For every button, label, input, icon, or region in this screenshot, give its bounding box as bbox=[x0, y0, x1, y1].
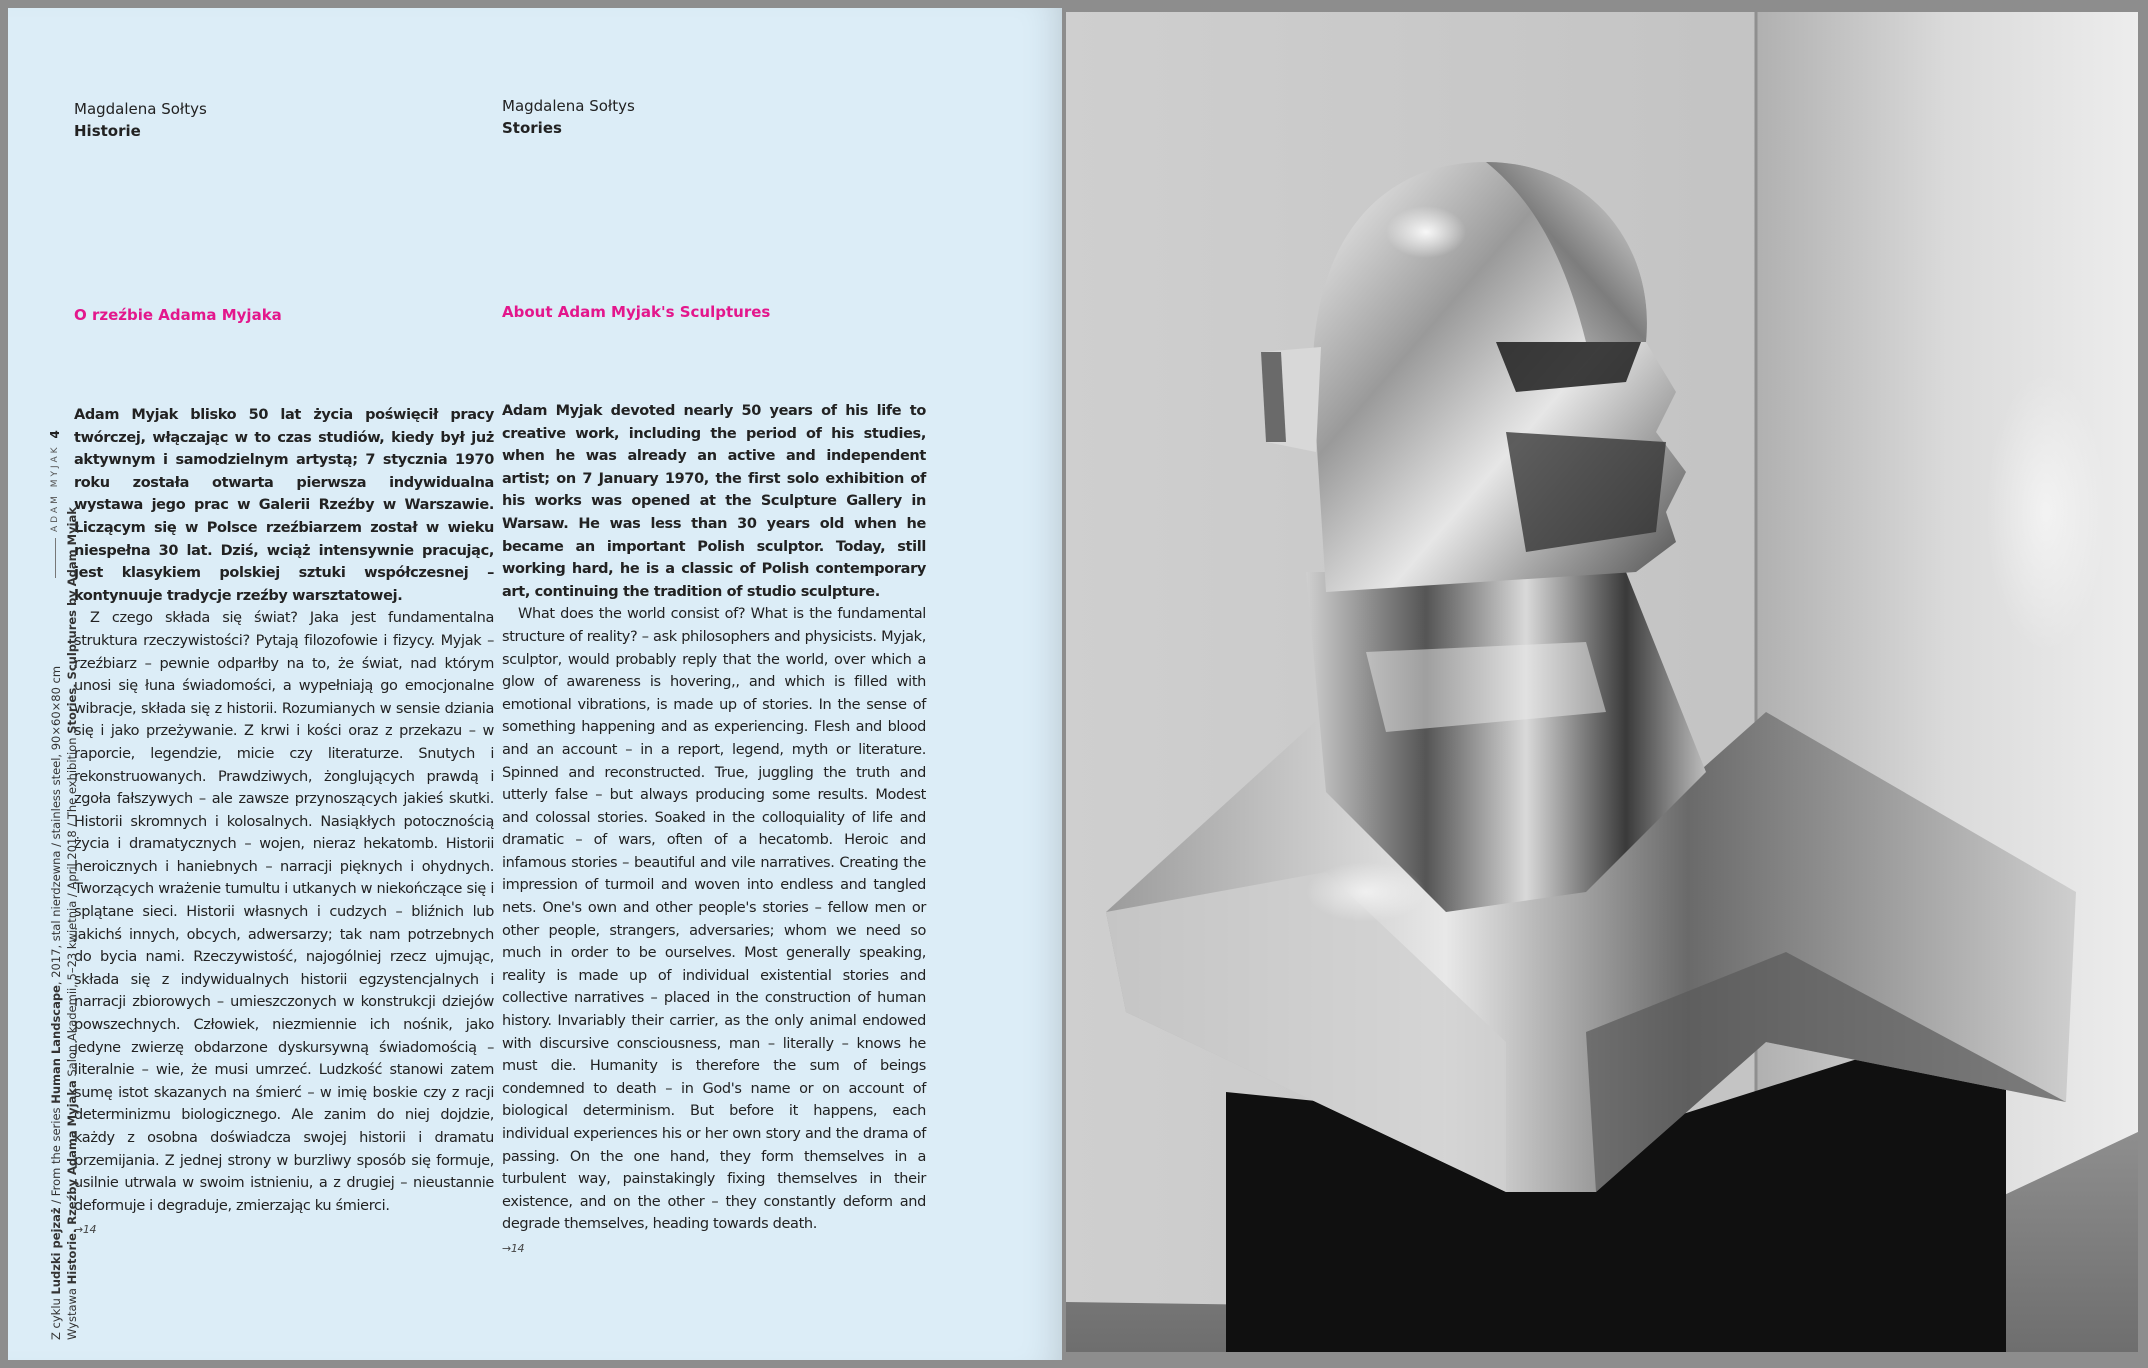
page-number: 4 bbox=[48, 430, 62, 439]
title-pl: Historie bbox=[74, 122, 141, 140]
continued-marker-en: →14 bbox=[502, 1241, 525, 1255]
author-en: Magdalena Sołtys bbox=[502, 97, 635, 115]
caption-line-2: Wystawa Historie. Rzeźby Adama Myjaka Salon Akademii, 5–23 kwietnia / April 2018 / The exhibition Stories. Sculptures by Adam Myjak bbox=[65, 507, 79, 1340]
running-head-name: ADAM MYJAK bbox=[50, 444, 60, 532]
section-heading-en: About Adam Myjak's Sculptures bbox=[502, 303, 771, 321]
photo-caption bbox=[48, 507, 80, 1340]
left-page bbox=[8, 8, 1062, 1360]
body-paragraph-pl: Z czego składa się świat? Jaka jest fundamentalna struktura rzeczywistości? Pytają filozofowie i fizycy. Myjak – rzeźbiarz – pewnie odparłby na to, że świat, nad którym unosi się łuna świadomości, a wypełniają go emocjonalne wibracje, składa się z historii. Rozumianych w sensie dziania się i jako przeżywanie. Z krwi i kości oraz z przekazu – w raporcie, legendzie, micie czy literaturze. Snutych i rekonstruowanych. Prawdziwych, żonglujących prawdą i zgoła fałszywych – ale zawsze przynoszących jakieś skutki. Historii skromnych i kolosalnych. Nasiąkłych potocznością życia i dramatycznych – wojen, nieraz hekatomb. Historii heroicznych i haniebnych – narracji pięknych i ohydnych. Tworzących wrażenie tumultu i utkanych w niekończące się i splątane sieci. Historii własnych i cudzych – bliźnich lub jakichś innych, obcych, adwersarzy; tak nam potrzebnych do bycia nami. Rzeczywistość, najogólniej rzecz ujmując, składa się z indywidualnych historii egzystencjalnych i narracji zbiorowych – umieszczonych w konstrukcji dziejów powszechnych. Człowiek, niezmiennie ich nośnik, jako jedyne zwierzę obdarzone dyskursywną świadomością – literalnie – wie, że musi umrzeć. Ludzkość stanowi zatem sumę istot skazanych na śmierć – w imię boskie czy z racji determinizmu biologicznego. Ale zanim do niej dojdzie, każdy z osobna doświadcza swojej historii i dramatu przemijania. Z jednej strony w burzliwy sposób się formuje, usilnie utrwala w swoim istnieniu, a z drugiej – nieustannie deformuje i degraduje, zmierzając ku śmierci. bbox=[74, 610, 494, 1214]
section-heading-pl: O rzeźbie Adama Myjaka bbox=[74, 306, 282, 324]
face-lower-shadow bbox=[1506, 432, 1666, 552]
text-column-en bbox=[502, 400, 926, 1261]
author-pl: Magdalena Sołtys bbox=[74, 100, 207, 118]
continued-marker-pl: →14 bbox=[74, 1223, 97, 1237]
right-page-photo bbox=[1066, 12, 2138, 1352]
lead-paragraph-en: Adam Myjak devoted nearly 50 years of his life to creative work, including the period of his studies, when he was already an active and independent artist; on 7 January 1970, the first solo exhibition of his works was opened at the Sculpture Gallery in Warsaw. He was less than 30 years old when he became an important Polish sculptor. Today, still working hard, he is a classic of Polish contemporary art, continuing the tradition of studio sculpture. bbox=[502, 403, 926, 600]
body-paragraph-en: What does the world consist of? What is the fundamental structure of reality? – ask philosophers and physicists. Myjak, sculptor, would probably reply that the world, over which a glow of awareness is hovering,, and which is filled with emotional vibrations, is made up of stories. In the sense of something happening and as experiencing. Flesh and blood and an account – in a report, legend, myth or literature. Spinned and reconstructed. True, juggling the truth and utterly false – but always producing some results. Modest and colossal stories. Soaked in the colloquiality of life and dramatic – of wars, often of a hecatomb. Heroic and infamous stories – beautiful and vile narratives. Creating the impression of turmoil and woven into endless and tangled nets. One's own and other people's stories – fellow men or other people, strangers, adversaries; whom we need so much in order to be ourselves. Most generally speaking, reality is made up of individual existential stories and collective narratives – placed in the construction of human history. Invariably their carrier, as the only animal endowed with discursive consciousness, man – literally – knows he must die. Humanity is therefore the sum of beings condemned to death – in God's name or on account of biological determinism. But before it happens, each individual experiences his or her own story and the drama of passing. On the one hand, they form themselves in a turbulent way, painstakingly fixing themselves in their existence, and on the other – they constantly deform and degrade themselves, heading towards death. bbox=[502, 606, 926, 1233]
wall-light-reflection bbox=[1986, 372, 2106, 652]
title-en: Stories bbox=[502, 119, 562, 137]
sculpture-photo bbox=[1066, 12, 2138, 1352]
lead-paragraph-pl: Adam Myjak blisko 50 lat życia poświęcił pracy twórczej, włączając w to czas studiów, kiedy był już aktywnym i samodzielnym artystą; 7 stycznia 1970 roku została otwarta pierwsza indywidualna wystawa jego prac w Galerii Rzeźby w Warszawie. Liczącym się w Polsce rzeźbiarzem został w wieku niespełna 30 lat. Dziś, wciąż intensywnie pracując, jest klasykiem polskiej sztuki współczesnej – kontynuuje tradycje rzeźby warsztatowej. bbox=[74, 407, 494, 604]
head-highlight bbox=[1386, 206, 1466, 258]
text-column-pl bbox=[74, 404, 494, 1242]
caption-line-1: Z cyklu Ludzki pejzaż / From the series Human Landscape, 2017, stal nierdzewna / stainless steel, 90×60×80 cm bbox=[49, 665, 63, 1340]
base-highlight bbox=[1306, 862, 1426, 922]
